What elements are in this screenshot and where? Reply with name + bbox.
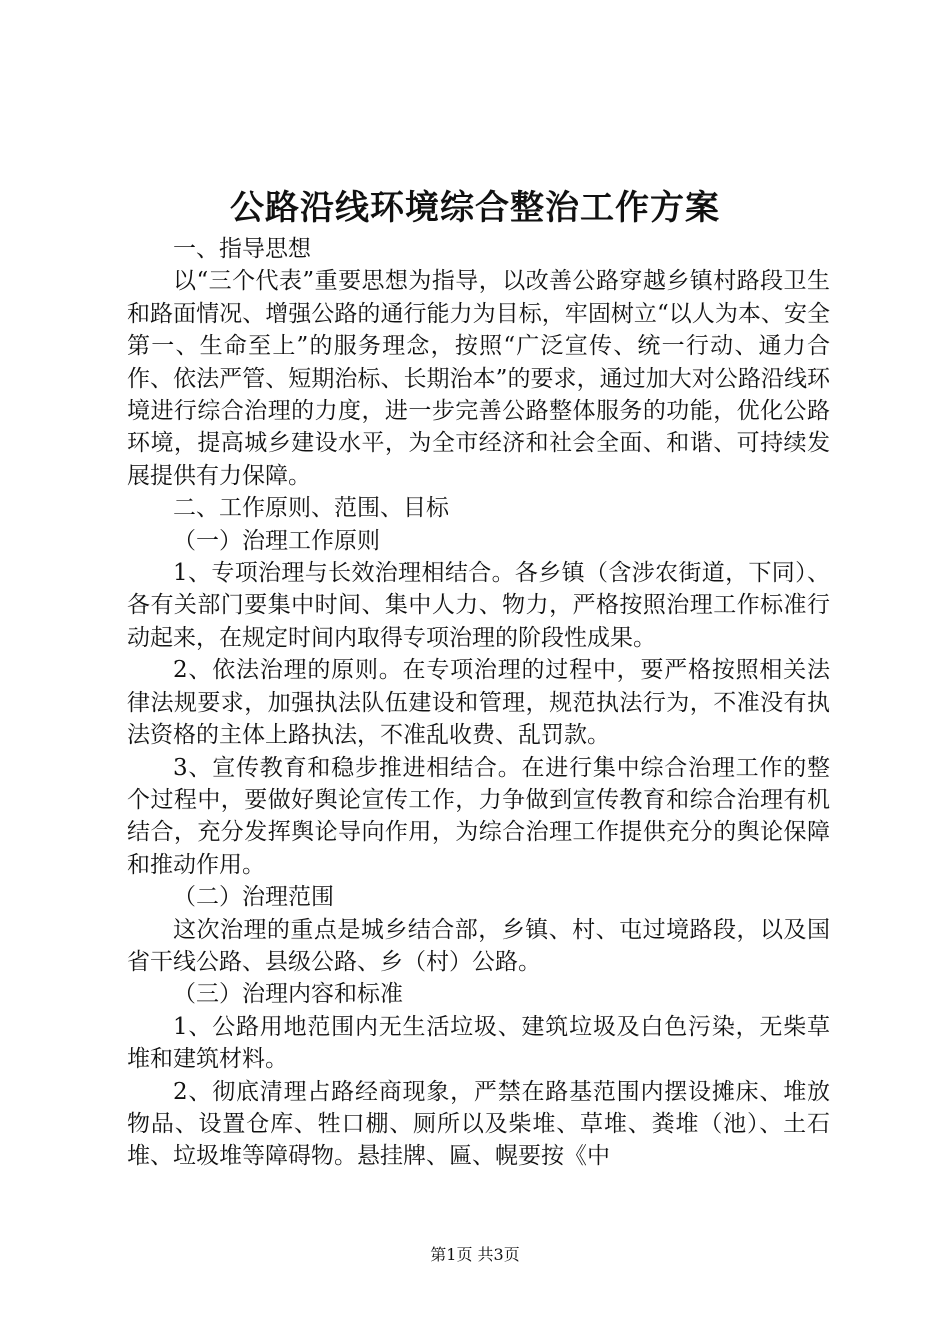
section-heading-1: 一、指导思想 [173,236,311,262]
document-body [127,233,830,1173]
paragraph-principle-3: 3、宣传教育和稳步推进相结合。在进行集中综合治理工作的整个过程中，要做好舆论宣传工作，力争做到宣传教育和综合治理有机结合，充分发挥舆论导向作用，为综合治理工作提供充分的舆论保障和推动作用。 [127,754,830,878]
subsection-heading-scope: （二）治理范围 [173,884,334,911]
subsection-heading-principles: （一）治理工作原则 [173,527,380,554]
paragraph-guiding-thought: 以“三个代表”重要思想为指导，以改善公路穿越乡镇村路段卫生和路面情况、增强公路的通行能力为目标，牢固树立“以人为本、安全第一、生命至上”的服务理念，按照“广泛宣传、统一行动、通力合作、依法严管、短期治标、长期治本”的要求，通过加大对公路沿线环境进行综合治理的力度，进一步完善公路整体服务的功能，优化公路环境，提高城乡建设水平，为全市经济和社会全面、和谐、可持续发展提供有力保障。 [127,268,830,489]
paragraph-scope: 这次治理的重点是城乡结合部，乡镇、村、屯过境路段，以及国省干线公路、县级公路、乡（村）公路。 [127,916,830,975]
paragraph-principle-1: 1、专项治理与长效治理相结合。各乡镇（含涉农街道，下同）、各有关部门要集中时间、集中人力、物力，严格按照治理工作标准行动起来，在规定时间内取得专项治理的阶段性成果。 [127,560,830,651]
section-heading-2: 二、工作原则、范围、目标 [173,495,449,522]
paragraph-principle-2: 2、依法治理的原则。在专项治理的过程中，要严格按照相关法律法规要求，加强执法队伍建设和管理，规范执法行为，不准没有执法资格的主体上路执法，不准乱收费、乱罚款。 [127,657,830,749]
document-title: 公路沿线环境综合整治工作方案 [230,188,720,228]
paragraph-standard-2: 2、彻底清理占路经商现象，严禁在路基范围内摆设摊床、堆放物品、设置仓库、牲口棚、厕所以及柴堆、草堆、粪堆（池）、土石堆、垃圾堆等障碍物。悬挂牌、匾、幌要按《中 [127,1078,830,1170]
subsection-heading-standards: （三）治理内容和标准 [173,981,403,1008]
page-footer: 第1页 共3页 [430,1245,520,1264]
paragraph-standard-1: 1、公路用地范围内无生活垃圾、建筑垃圾及白色污染，无柴草堆和建筑材料。 [127,1013,830,1073]
